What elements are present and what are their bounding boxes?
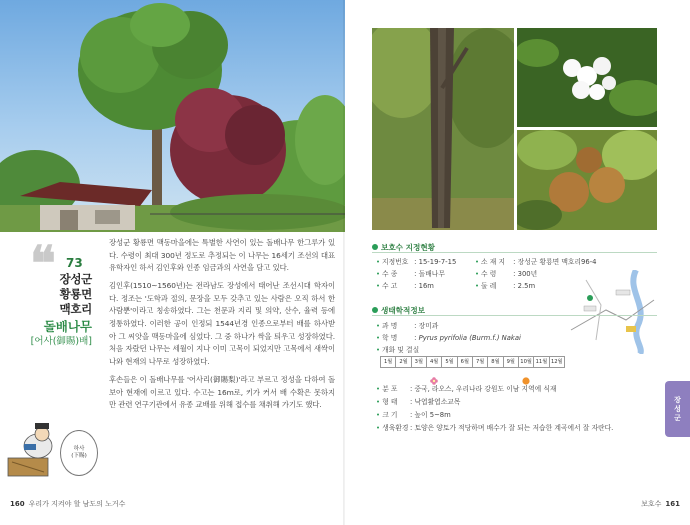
tree-alt-name: [어사(御賜)배]: [30, 336, 92, 347]
flower-photo: [517, 28, 657, 127]
page-number-right: 161: [665, 500, 680, 508]
month-cell: 1월: [381, 357, 396, 367]
phenology-marks: [380, 368, 565, 380]
flower-mark-icon: [430, 370, 438, 378]
divider: [372, 252, 657, 253]
month-cell: 3월: [412, 357, 427, 367]
page-number-left: 160: [10, 500, 25, 508]
month-cell: 2월: [396, 357, 411, 367]
fruit-mark-icon: [522, 370, 530, 378]
month-cell: 11월: [534, 357, 549, 367]
side-tab-char-1: 장: [674, 395, 681, 404]
bullet-icon: [372, 307, 378, 313]
divider: [372, 315, 657, 316]
running-head-right: 보호수: [641, 500, 662, 508]
month-cell: 12월: [550, 359, 563, 365]
ecology-heading: 생태학적정보: [372, 305, 425, 316]
right-folio: [641, 499, 680, 509]
title-village: 맥호리: [59, 302, 92, 316]
info-location: • 소 재 지 : 장성군 황룡면 맥호리96-4: [475, 258, 597, 266]
month-cell: 10월: [519, 357, 534, 367]
running-head-left: 우리가 지켜야 할 남도의 노거수: [28, 500, 126, 508]
info-distribution: • 분 포 : 중국, 라오스, 우리나라 강원도 이남 지역에 식재: [376, 385, 557, 393]
info-family: • 과 명 : 장미과: [376, 322, 439, 330]
title-county: 장성군: [59, 272, 92, 286]
info-age: • 수 령 : 300년: [475, 270, 538, 278]
info-scientific-name: • 학 명 : Pyrus pyrifolia (Burm.f.) Nakai: [376, 334, 521, 342]
month-calendar: [380, 356, 565, 368]
info-bloom-label: • 개화 및 결실: [376, 346, 420, 354]
left-folio: [10, 499, 125, 509]
info-habitat: • 생육환경 : 토양은 양토가 적당하며 배수가 잘 되는 저습한 계곡에서 잘 자란다.: [376, 424, 614, 432]
info-form: • 형 태 : 낙엽활엽소교목: [376, 398, 461, 406]
month-cell: 9월: [504, 357, 519, 367]
month-cell: 4월: [427, 357, 442, 367]
protection-heading: 보호수 지정현황: [372, 242, 435, 253]
info-girth: • 둘 레 : 2.5m: [475, 282, 536, 290]
quote-mark-icon: ❝: [30, 236, 56, 292]
info-height: • 수 고 : 16m: [376, 282, 434, 290]
month-cell: 6월: [458, 357, 473, 367]
month-cell: 5월: [442, 357, 457, 367]
side-tab-char-3: 군: [674, 413, 681, 422]
location-map: [566, 270, 657, 354]
right-page: [345, 0, 690, 525]
info-size: • 크 기 : 높이 5~8m: [376, 411, 451, 419]
speech-bubble: [60, 430, 98, 476]
fruit-photo: [517, 130, 657, 230]
month-cell: 8월: [488, 357, 503, 367]
paragraph-3: 후손들은 이 돌배나무를 '어사리(御賜梨)'라고 부르고 정성을 다하여 돌보아 현재에 이르고 있다. 수고는 16m로, 키가 커서 배 수확은 못하지만 관련 연구기관에서 유종 교배를 위해 접수를 채취해 가기도 했다.: [109, 374, 335, 410]
tree-landscape-photo: [0, 0, 345, 232]
region-side-tab[interactable]: [665, 381, 690, 437]
scholar-mascot-illustration: [2, 418, 68, 482]
bubble-line-1: 하사: [73, 445, 85, 452]
month-cell: 7월: [473, 357, 488, 367]
trunk-photo: [372, 28, 514, 230]
paragraph-1: 장성군 황룡면 맥동마을에는 특별한 사연이 있는 돌배나무 한그루가 있다. 수령이 최대 300년 정도로 추정되는 이 나무는 16세기 조선의 대표 유학자인 하서 김인후와 인종 임금과의 사연을 담고 있다.: [109, 238, 335, 273]
bullet-icon: [372, 244, 378, 250]
paragraph-2: 김인후(1510~1560년)는 전라남도 장성에서 태어난 조선시대 학자이다. 정조는 '도학과 절의, 문장을 모두 갖추고 있는 사람은 오직 하서 한사람뿐'이라고 칭송하였다. 그는 천문과 지리 및 의약, 산수, 율력 등에 정통하였다. 이러한 공이 인정되 1544년경 인종으로부터 배를 하사받아 그 씨앗을 맥동마을에 심었다. 그 중 하나가 싹을 틔우고 성장하였다. 처음 자랐던 나무는 세월이 지나 이미 고목이 되었지만 고목에서 새싹이 나와 현재의 나무로 성장하였다.: [109, 281, 335, 366]
info-species: • 수 종 : 돌배나무: [376, 270, 445, 278]
entry-number: 73: [66, 256, 83, 270]
entry-title: [2, 272, 92, 348]
tree-name: 돌배나무: [43, 319, 92, 334]
side-tab-char-2: 성: [674, 404, 681, 413]
article-body: [109, 237, 335, 417]
info-designation: • 지정번호 : 15-19-7-15: [376, 258, 457, 266]
bubble-line-2: (下賜): [71, 453, 87, 459]
tree-landscape-illustration: [0, 0, 345, 232]
title-township: 황룡면: [59, 287, 92, 301]
